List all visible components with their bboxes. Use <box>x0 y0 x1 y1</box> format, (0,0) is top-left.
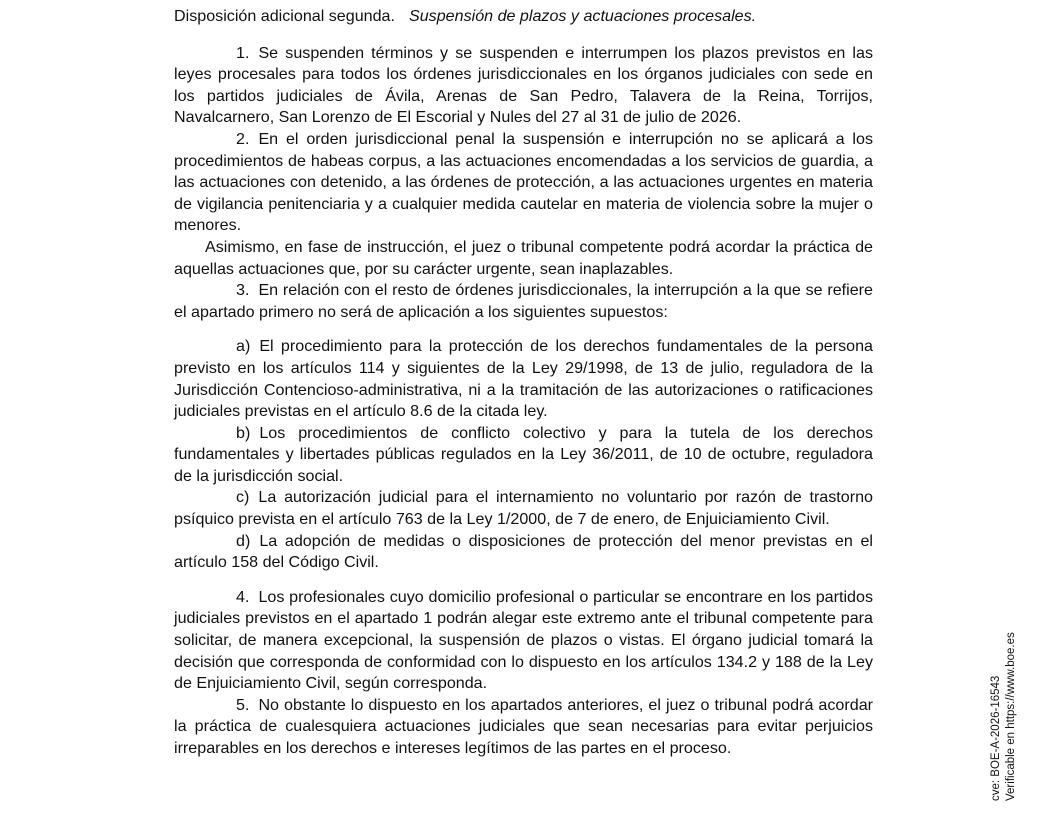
list-item-d <box>174 531 873 574</box>
item-text: El procedimiento para la protección de los derechos fundamentales de la persona previsto en los artículos 114 y siguientes de la Ley 29/1998, de 13 de julio, reguladora de la Jurisdicción Contencioso-administrativa, ni a la tramitación de las autorizaciones o ratificaciones judiciales previstas en el artículo 8.6 de la citada ley. <box>174 337 873 421</box>
paragraph-2-continued <box>174 237 873 280</box>
heading-title: Suspensión de plazos y actuaciones procesales. <box>408 7 757 25</box>
paragraph-text: Los profesionales cuyo domicilio profesional o particular se encontrare en los partidos judiciales previstos en el apartado 1 podrán alegar este extremo ante el tribunal competente para solicitar, de manera excepcional, la suspensión de plazos o vistas. El órgano judicial tomará la decisión que corresponda de conformidad con lo dispuesto en los artículos 134.2 y 188 de la Ley de Enjuiciamiento Civil, según corresponda. <box>174 587 873 693</box>
section-heading <box>174 6 873 28</box>
paragraph-number: 1. <box>236 43 250 62</box>
item-text: La adopción de medidas o disposiciones de protección del menor previstas en el artículo 158 del Código Civil. <box>174 531 873 572</box>
paragraph-text: En el orden jurisdiccional penal la suspensión e interrupción no se aplicará a los procedimientos de habeas corpus, a las actuaciones encomendadas a los servicios de guardia, a las actuaciones con detenido, a las órdenes de protección, a las actuaciones urgentes en materia de vigilancia penitenciaria y a cualquier medida cautelar en materia de violencia sobre la mujer o menores. <box>174 129 873 235</box>
document-body <box>174 6 873 760</box>
list-item-a <box>174 336 873 422</box>
paragraph-4 <box>174 587 873 695</box>
cve-code: cve: BOE-A-2026-16543 <box>990 675 1002 801</box>
paragraph-number: 2. <box>236 129 250 148</box>
paragraph-text: No obstante lo dispuesto en los apartados anteriores, el juez o tribunal podrá acordar la práctica de cualesquiera actuaciones judiciales que sean necesarias para evitar perjuicios irreparables en los derechos e intereses legítimos de las partes en el proceso. <box>174 695 873 757</box>
heading-label: Disposición adicional segunda. <box>174 7 395 25</box>
item-letter: a) <box>236 337 251 356</box>
item-text: La autorización judicial para el internamiento no voluntario por razón de trastorno psíquico prevista en el artículo 763 de la Ley 1/2000, de 7 de enero, de Enjuiciamiento Civil. <box>174 488 873 529</box>
paragraph-text: Asimismo, en fase de instrucción, el juez o tribunal competente podrá acordar la práctica de aquellas actuaciones que, por su carácter urgente, sean inaplazables. <box>174 237 873 278</box>
paragraph-1 <box>174 43 873 129</box>
item-text: Los procedimientos de conflicto colectivo y para la tutela de los derechos fundamentales y libertades públicas regulados en la Ley 36/2011, de 10 de octubre, reguladora de la jurisdicción social. <box>174 423 873 485</box>
paragraph-5 <box>174 695 873 760</box>
paragraph-number: 4. <box>236 587 250 606</box>
paragraph-2 <box>174 129 873 237</box>
paragraph-number: 3. <box>236 281 250 300</box>
item-letter: c) <box>236 488 250 507</box>
verification-margin-note <box>989 617 1023 801</box>
paragraph-number: 5. <box>236 695 250 714</box>
verification-url-text: Verificable en https://www.boe.es <box>1005 632 1017 801</box>
item-letter: b) <box>236 423 251 442</box>
list-item-b <box>174 423 873 488</box>
paragraph-text: En relación con el resto de órdenes jurisdiccionales, la interrupción a la que se refiere el apartado primero no será de aplicación a los siguientes supuestos: <box>174 281 873 321</box>
list-item-c <box>174 487 873 530</box>
paragraph-3 <box>174 280 873 323</box>
paragraph-text: Se suspenden términos y se suspenden e interrumpen los plazos previstos en las leyes procesales para todos los órdenes jurisdiccionales en los órganos judiciales con sede en los partidos judiciales de Ávila, Arenas de San Pedro, Talavera de la Reina, Torrijos, Navalcarnero, San Lorenzo de El Escorial y Nules del 27 al 31 de julio de 2026. <box>174 43 873 127</box>
item-letter: d) <box>236 531 251 550</box>
rotated-text <box>989 632 1019 801</box>
